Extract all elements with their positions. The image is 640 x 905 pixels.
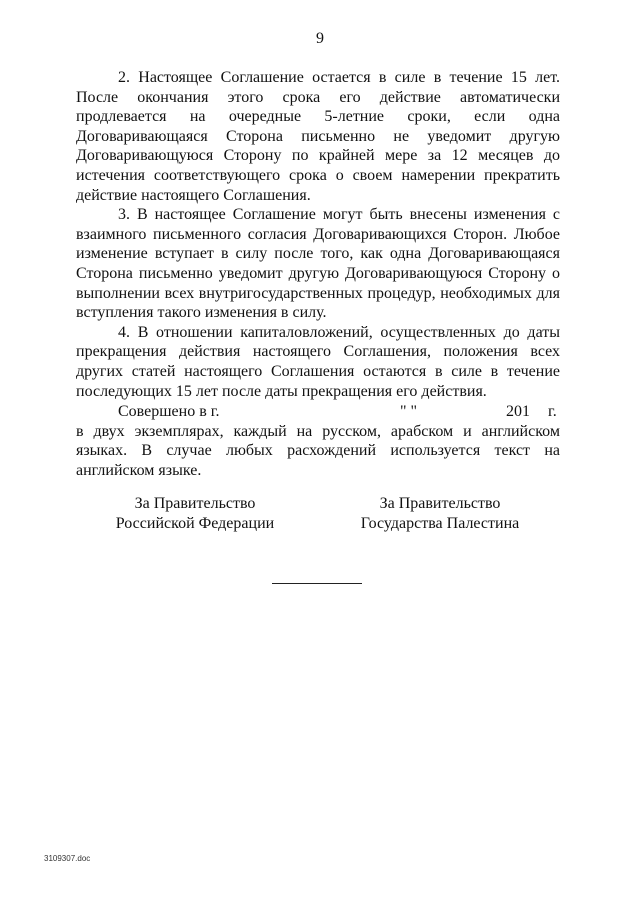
date-quotes: " " [400,403,418,420]
done-line [76,402,560,422]
signature-russia [70,494,320,534]
paragraph-investments: 4. В отношении капиталовложений, осуществленных до даты прекращения действия настоящего Соглашения, положения всех других статей настоящего Соглашения остаются в силе в течение последующих 15 лет после даты прекращения его действия. [76,323,560,400]
signature-palestine [315,494,565,534]
footer-filename: 3109307.doc [44,854,91,863]
signature-palestine-line2: Государства Палестина [360,515,520,532]
page-number: 9 [316,30,324,47]
signature-russia-line1: За Правительство [134,495,256,512]
signature-russia-line2: Российской Федерации [115,515,275,532]
done-languages: в двух экземплярах, каждый на русском, арабском и английском языках. В случае любых расхождений используется текст на английском языке. [76,422,560,479]
done-at-text: Совершено в г. [118,403,220,420]
agreement-body [76,68,560,401]
paragraph-amendments: 3. В настоящее Соглашение могут быть внесены изменения с взаимного письменного согласия Договаривающихся Сторон. Любое изменение вступает в силу после того, как одна Договаривающаяся Сторона письменно уведомит другую Договаривающуюся Сторону о выполнении всех внутригосударственных процедур, необходимых для вступления такого изменения в силу. [76,206,560,322]
paragraph-term: 2. Настоящее Соглашение остается в силе в течение 15 лет. После окончания этого срока его действие автоматически продлевается на очередные 5-летние сроки, если одна Договаривающаяся Сторона письменно не уведомит другую Договаривающуюся Сторону по крайней мере за 12 месяцев до истечения соответствующего срока о своем намерении прекратить действие настоящего Соглашения. [76,69,560,204]
signature-palestine-line1: За Правительство [379,495,501,512]
date-year: 201 [506,403,530,420]
date-year-suffix: г. [548,403,557,420]
end-divider [272,583,362,584]
done-block [76,402,560,480]
